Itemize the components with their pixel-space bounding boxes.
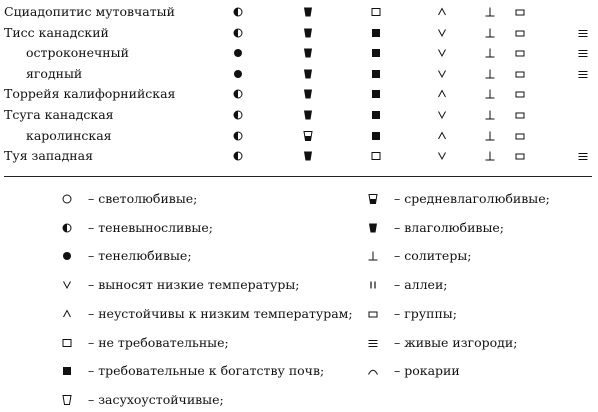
- square-filled-icon: [369, 108, 383, 122]
- rect-small-icon: [513, 46, 527, 60]
- legend-text: – тенелюбивые;: [88, 248, 192, 264]
- caret-down-icon: [435, 26, 449, 40]
- circle-open-icon: [60, 192, 74, 206]
- half-circle-icon: [231, 129, 245, 143]
- rect-small-icon: [513, 129, 527, 143]
- rect-small-icon: [513, 149, 527, 163]
- hedge-icon: [576, 46, 590, 60]
- circle-filled-icon: [60, 249, 74, 263]
- square-filled-icon: [369, 87, 383, 101]
- legend-text: – теневыносливые;: [88, 219, 213, 235]
- moisture-full-icon: [301, 26, 315, 40]
- hedge-icon: [576, 67, 590, 81]
- caret-up-icon: [435, 5, 449, 19]
- legend-text: – не требовательные;: [88, 334, 229, 350]
- species-name: остроконечный: [26, 45, 129, 61]
- legend-text: – неустойчивы к низким температурам;: [88, 305, 353, 321]
- species-name: Тсуга канадская: [4, 107, 114, 122]
- perp-icon: [483, 26, 497, 40]
- legend-text: – требовательные к богатству почв;: [88, 363, 325, 379]
- species-name: Торрейя калифорнийская: [4, 86, 176, 102]
- half-circle-icon: [231, 87, 245, 101]
- rect-small-icon: [513, 67, 527, 81]
- caret-up-icon: [435, 87, 449, 101]
- perp-icon: [483, 46, 497, 60]
- square-filled-icon: [369, 26, 383, 40]
- legend-text: – средневлаголюбивые;: [394, 191, 550, 206]
- table-divider: [4, 176, 592, 177]
- moisture-full-icon: [301, 108, 315, 122]
- caret-down-icon: [435, 149, 449, 163]
- hedge-icon: [366, 336, 380, 350]
- caret-down-icon: [60, 278, 74, 292]
- legend-text: – живые изгороди;: [394, 334, 518, 350]
- moisture-full-icon: [366, 221, 380, 235]
- table-row: [0, 146, 598, 166]
- legend-text: – рокарии: [394, 363, 460, 379]
- perp-icon: [483, 108, 497, 122]
- perp-icon: [483, 87, 497, 101]
- species-name: Тисс канадский: [4, 24, 109, 40]
- legend-text: – выносят низкие температуры;: [88, 277, 300, 293]
- species-name: Туя западная: [4, 148, 93, 164]
- square-open-icon: [60, 336, 74, 350]
- legend-text: – засухоустойчивые;: [88, 391, 224, 407]
- legend-text: – солитеры;: [394, 248, 472, 264]
- caret-down-icon: [435, 46, 449, 60]
- circle-filled-icon: [231, 67, 245, 81]
- half-circle-icon: [231, 5, 245, 19]
- legend-text: – группы;: [394, 305, 457, 321]
- table-row: [0, 105, 598, 125]
- table-row: [0, 64, 598, 84]
- rect-small-icon: [513, 5, 527, 19]
- moisture-medium-icon: [301, 129, 315, 143]
- moisture-empty-icon: [60, 393, 74, 407]
- rect-small-icon: [513, 108, 527, 122]
- legend-text: – влаголюбивые;: [394, 219, 505, 235]
- perp-icon: [483, 149, 497, 163]
- caret-up-icon: [60, 307, 74, 321]
- table-row: [0, 23, 598, 43]
- perp-icon: [483, 129, 497, 143]
- caret-up-icon: [435, 129, 449, 143]
- square-filled-icon: [60, 364, 74, 378]
- caret-down-icon: [435, 67, 449, 81]
- circle-filled-icon: [231, 46, 245, 60]
- perp-icon: [483, 67, 497, 81]
- square-filled-icon: [369, 129, 383, 143]
- species-name: каролинская: [26, 127, 112, 143]
- rect-small-icon: [513, 87, 527, 101]
- square-open-icon: [369, 149, 383, 163]
- table-row: [0, 126, 598, 146]
- hedge-icon: [576, 149, 590, 163]
- legend-text: – светолюбивые;: [88, 191, 198, 206]
- arc-icon: [366, 364, 380, 378]
- species-name: ягодный: [26, 65, 83, 81]
- species-name: Сциадопитис мутовчатый: [4, 4, 175, 19]
- caret-down-icon: [435, 108, 449, 122]
- hedge-icon: [576, 26, 590, 40]
- table-row: [0, 84, 598, 104]
- square-open-icon: [369, 5, 383, 19]
- moisture-full-icon: [301, 5, 315, 19]
- half-circle-icon: [231, 26, 245, 40]
- alley-icon: [366, 278, 380, 292]
- moisture-full-icon: [301, 67, 315, 81]
- moisture-full-icon: [301, 46, 315, 60]
- table-row: [0, 43, 598, 63]
- half-circle-icon: [231, 149, 245, 163]
- perp-icon: [366, 249, 380, 263]
- rect-small-icon: [513, 26, 527, 40]
- rect-small-icon: [366, 307, 380, 321]
- square-filled-icon: [369, 67, 383, 81]
- square-filled-icon: [369, 46, 383, 60]
- table-row: [0, 2, 598, 22]
- perp-icon: [483, 5, 497, 19]
- half-circle-icon: [60, 221, 74, 235]
- moisture-full-icon: [301, 87, 315, 101]
- half-circle-icon: [231, 108, 245, 122]
- moisture-medium-icon: [366, 192, 380, 206]
- moisture-full-icon: [301, 149, 315, 163]
- legend-text: – аллеи;: [394, 277, 448, 293]
